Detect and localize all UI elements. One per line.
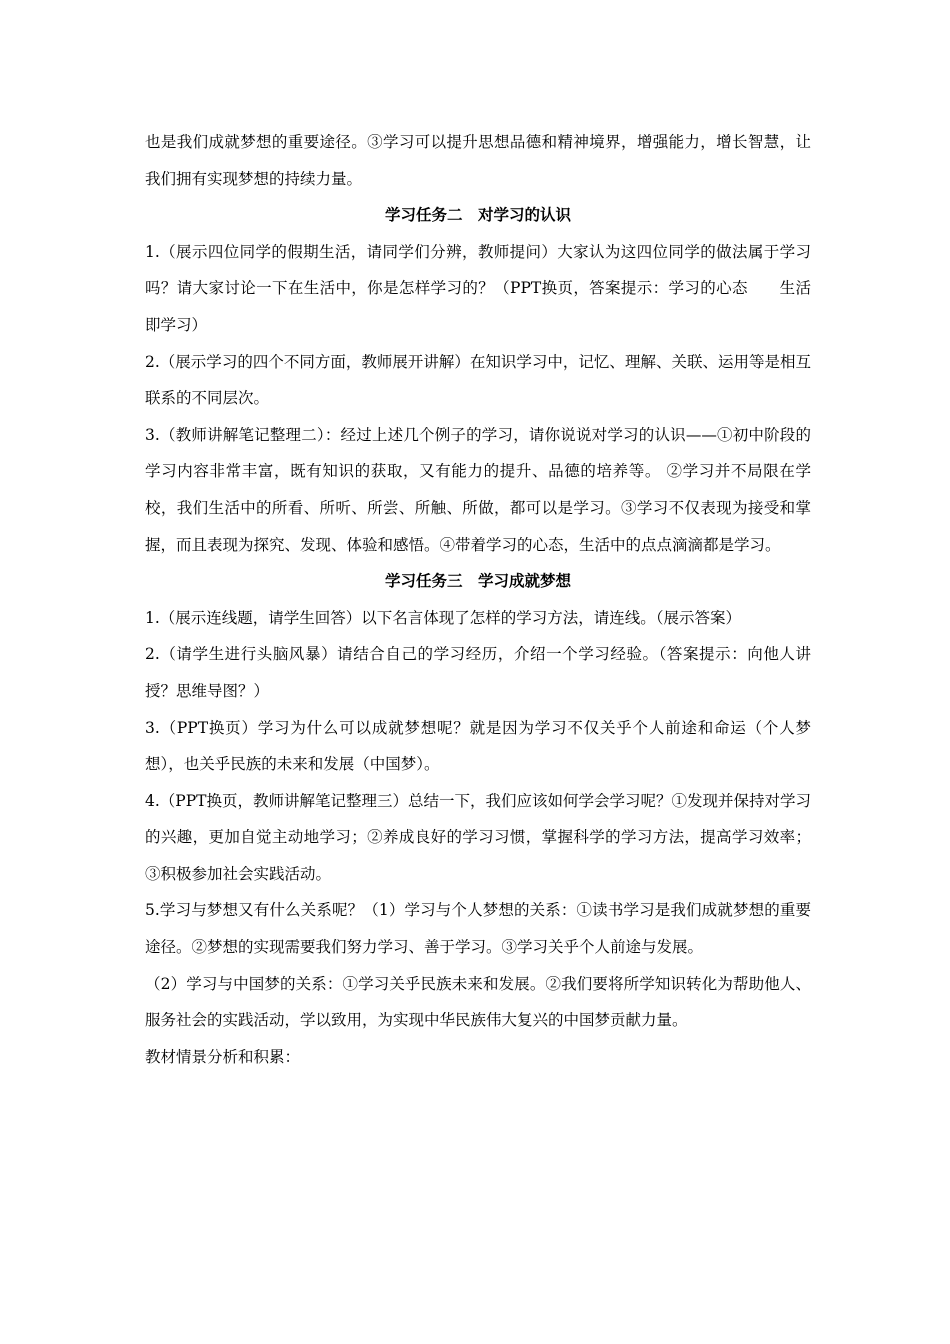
task-three-item-3: 3.（PPT换页）学习为什么可以成就梦想呢？就是因为学习不仅关乎个人前途和命运（个人梦想），也关乎民族的未来和发展（中国梦）。 (145, 718, 811, 774)
task-three-item-1: 1.（展示连线题，请学生回答）以下名言体现了怎样的学习方法，请连线。（展示答案） (145, 608, 742, 627)
intro-continuation: 也是我们成就梦想的重要途径。③学习可以提升思想品德和精神境界，增强能力，增长智慧，让我们拥有实现梦想的持续力量。 (145, 133, 811, 188)
task-three-item-5-part-2: （2）学习与中国梦的关系：①学习关乎民族未来和发展。②我们要将所学知识转化为帮助他人、服务社会的实践活动，学以致用，为实现中华民族伟大复兴的中国梦贡献力量。 (145, 974, 811, 1030)
task-two-item-3: 3.（教师讲解笔记整理二）：经过上述几个例子的学习，请你说说对学习的认识——①初中阶段的学习内容非常丰富，既有知识的获取，又有能力的提升、品德的培养等。 ②学习并不局限在学校，我们生活中的所看、所听、所尝、所触、所做，都可以是学习。③学习不仅表现为接受和掌握，而且表现为探究、发现、体验和感悟。④带着学习的心态，生活中的点点滴滴都是学习。 (145, 425, 811, 554)
task-two-heading: 学习任务二 对学习的认识 (384, 205, 571, 225)
task-two-item-1: 1.（展示四位同学的假期生活，请同学们分辨，教师提问）大家认为这四位同学的做法属于学习吗？请大家讨论一下在生活中，你是怎样学习的？（PPT换页，答案提示：学习的心态 生活即学习） (145, 242, 811, 334)
textbook-scenario-label: 教材情景分析和积累： (145, 1047, 301, 1066)
task-three-item-2: 2.（请学生进行头脑风暴）请结合自己的学习经历，介绍一个学习经验。（答案提示：向他人讲授？思维导图？） (145, 645, 811, 700)
task-three-item-5: 5.学习与梦想又有什么关系呢？（1）学习与个人梦想的关系：①读书学习是我们成就梦想的重要途径。②梦想的实现需要我们努力学习、善于学习。③学习关乎个人前途与发展。 (145, 901, 811, 957)
task-three-item-4: 4.（PPT换页，教师讲解笔记整理三）总结一下，我们应该如何学会学习呢？①发现并保持对学习的兴趣，更加自觉主动地学习；②养成良好的学习习惯，掌握科学的学习方法，提高学习效率；③积极参加社会实践活动。 (145, 791, 811, 883)
task-three-heading: 学习任务三 学习成就梦想 (384, 571, 571, 591)
task-two-item-2: 2.（展示学习的四个不同方面，教师展开讲解）在知识学习中，记忆、理解、关联、运用等是相互联系的不同层次。 (145, 352, 811, 408)
document-page (145, 124, 811, 1075)
